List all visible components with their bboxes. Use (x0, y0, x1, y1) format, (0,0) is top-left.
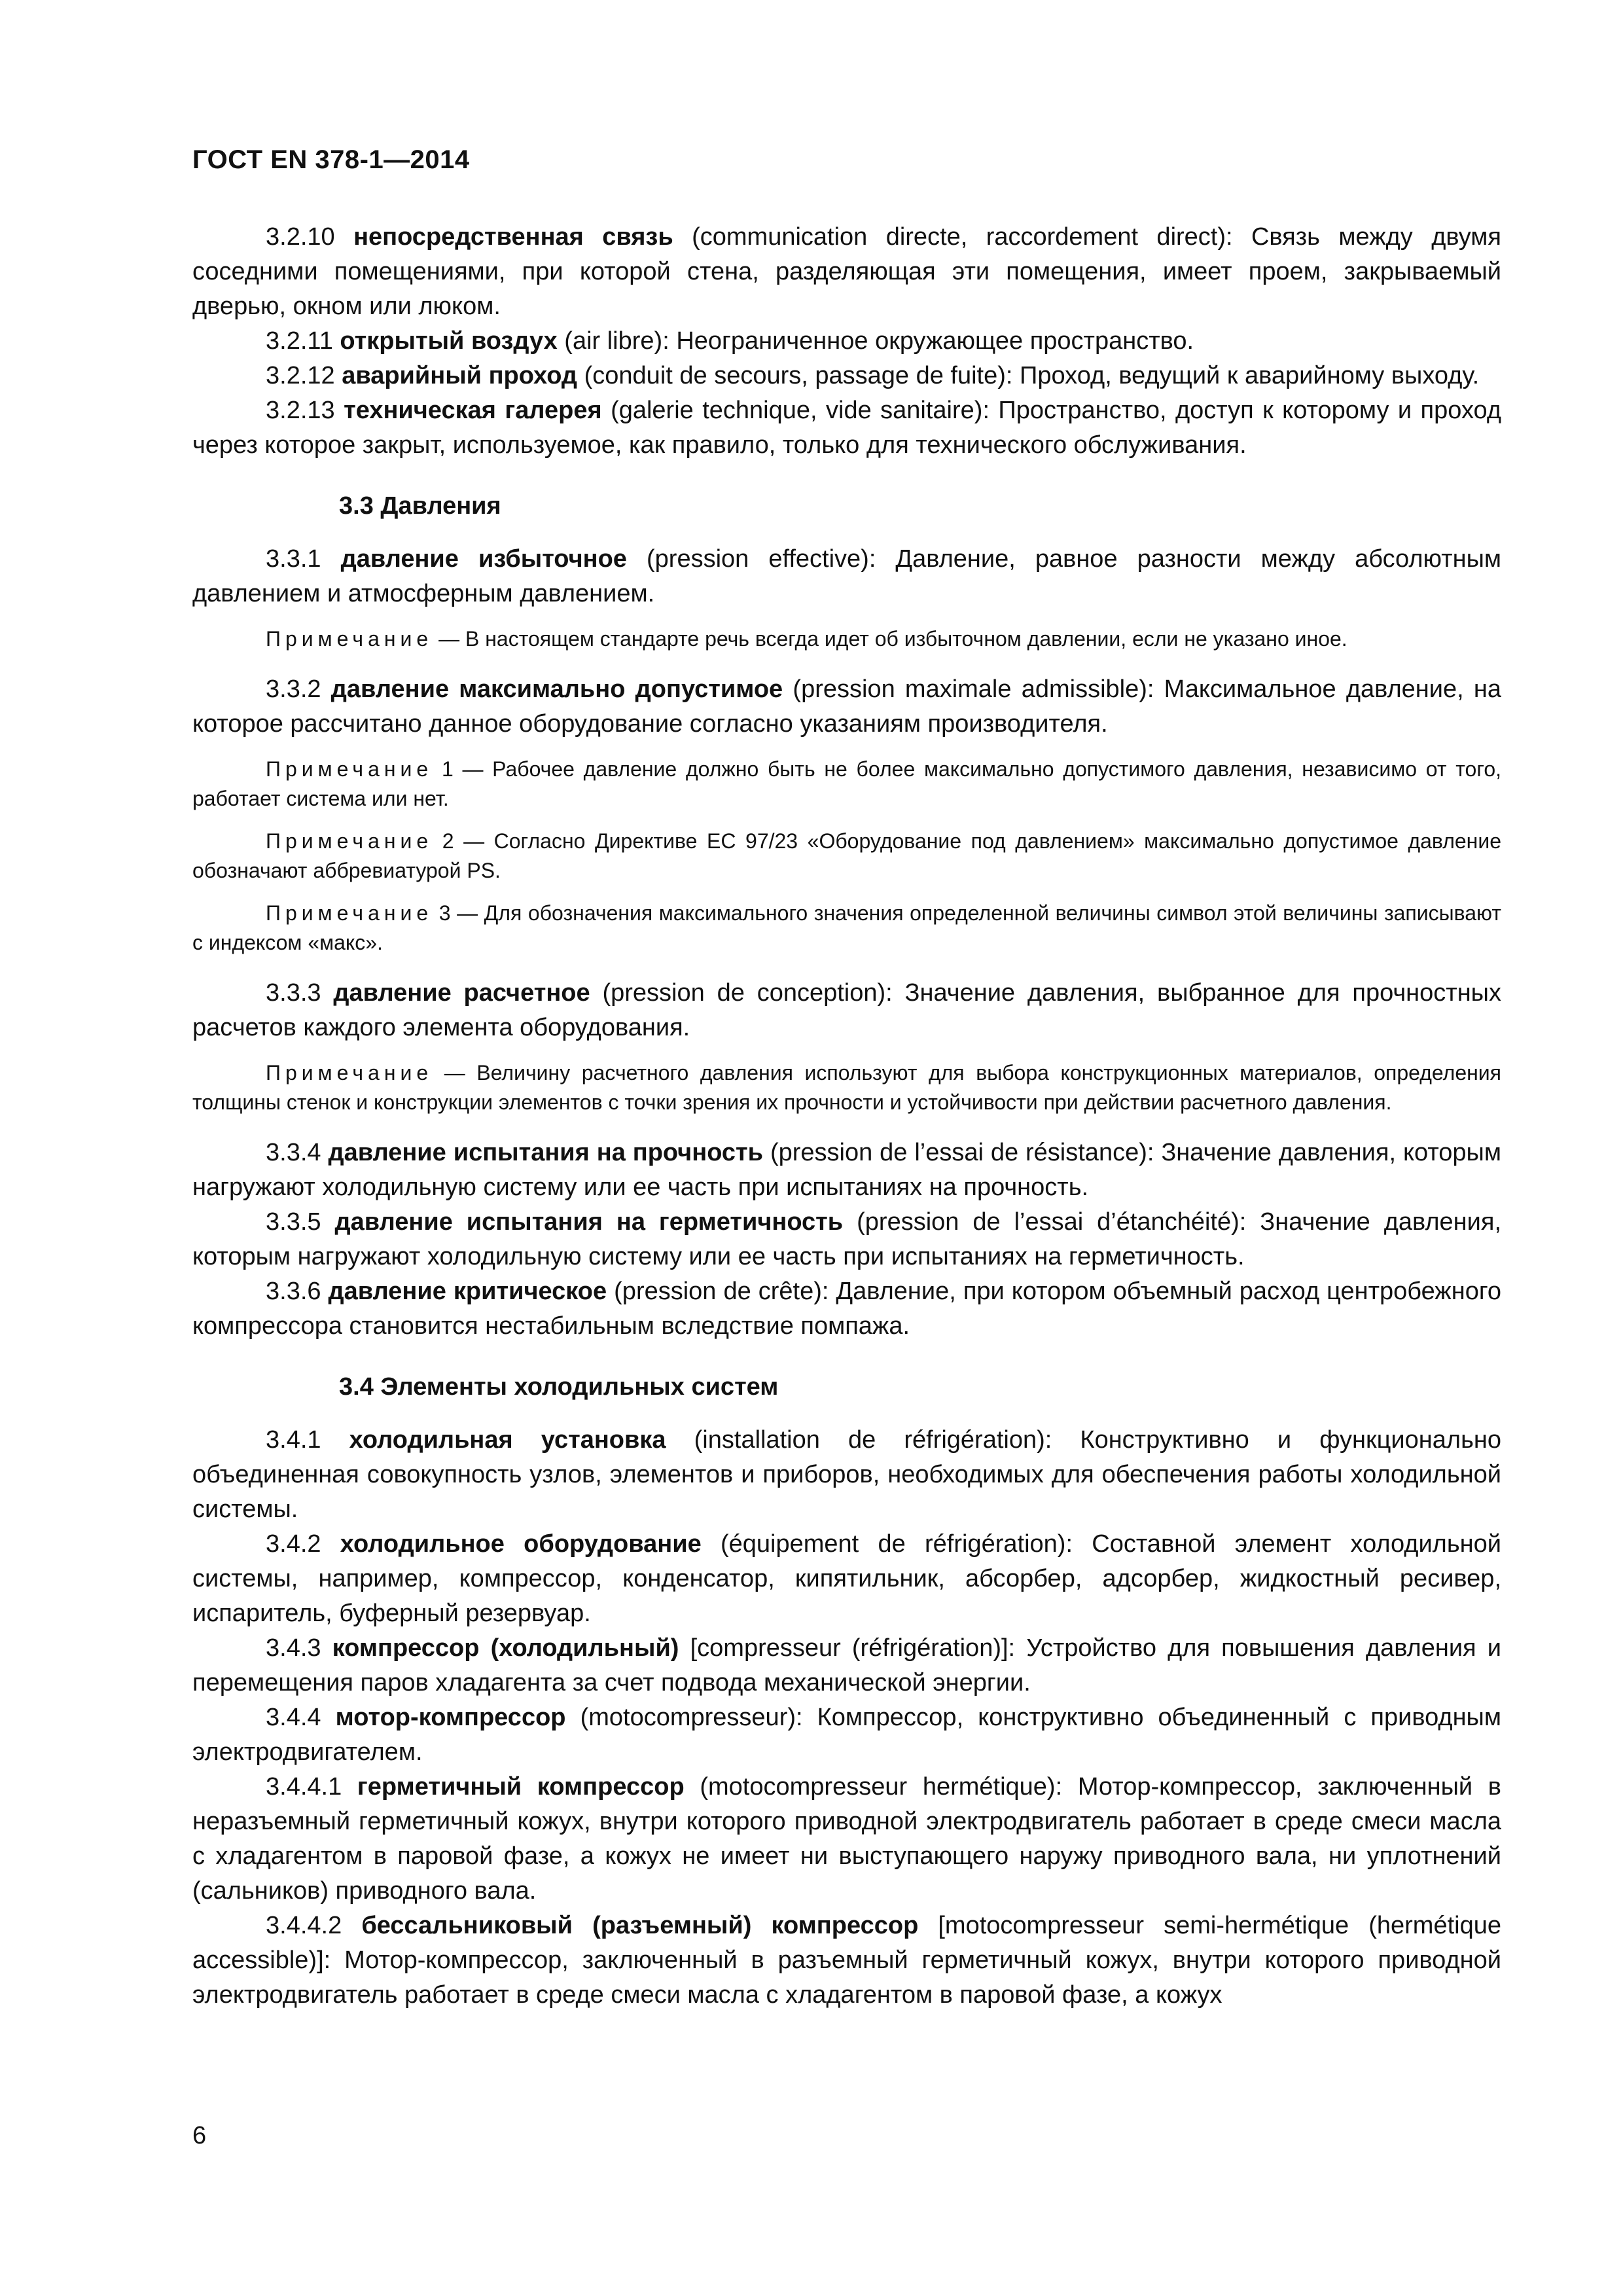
entry-definition: (pression de l’essai d’étanchéité): Значение давления, которым нагружают холодильную систему или ее часть при испытаниях на герметичность. (192, 1208, 1502, 1270)
entry-3-4-4-1 (192, 1770, 1501, 1909)
entry-3-4-2 (192, 1527, 1501, 1631)
note-text: — Величину расчетного давления используют для выбора конструкционных материалов, определения толщины стенок и конструкции элементов с точки зрения их прочности и устойчивости при действии расчетного давления. (192, 1061, 1501, 1114)
entry-3-2-11 (192, 324, 1501, 359)
entry-term: холодильная установка (349, 1426, 666, 1454)
note-label: Примечание (266, 1061, 433, 1085)
entry-number: 3.2.10 (266, 223, 335, 251)
entry-definition: (installation de réfrigération): Конструктивно и функционально объединенная совокупность узлов, элементов и приборов, необходимых для обеспечения работы холодильной системы. (192, 1426, 1502, 1523)
entry-3-3-6 (192, 1274, 1501, 1344)
entry-definition: (pression effective): Давление, равное разности между абсолютным давлением и атмосферным давлением. (192, 545, 1502, 607)
entry-number: 3.4.2 (266, 1530, 321, 1558)
entry-3-3-1 (192, 542, 1501, 611)
entry-term: давление избыточное (340, 545, 627, 573)
note-label: Примечание (266, 901, 433, 925)
entry-term: открытый воздух (340, 327, 558, 355)
note (192, 827, 1501, 886)
note (192, 624, 1501, 654)
entry-3-3-3 (192, 976, 1501, 1045)
entry-term: давление испытания на герметичность (334, 1208, 844, 1236)
entry-3-3-2 (192, 672, 1501, 742)
entry-number: 3.2.11 (266, 327, 333, 355)
entry-definition: (motocompresseur hermétique): Мотор-компрессор, заключенный в неразъемный герметичный кожух, внутри которого приводной электродвигатель работает в среде смеси масла с хладагентом в паровой фазе, а кожух не имеет ни выступающего наружу приводного вала, ни уплотнений (сальников) приводного вала. (192, 1773, 1501, 1905)
entry-definition: (air libre): Неограниченное окружающее пространство. (564, 327, 1194, 355)
entry-definition: [motocompresseur semi-hermétique (hermétique accessible)]: Мотор-компрессор, заключенный в разъемный герметичный кожух, внутри которого приводной электродвигатель работает в среде смеси масла с хладагентом в паровой фазе, а кожух (192, 1912, 1501, 2009)
entry-term: компрессор (холодильный) (332, 1634, 679, 1662)
note-text: 3 — Для обозначения максимального значения определенной величины символ этой величины записывают с индексом «макс». (192, 901, 1501, 954)
entry-3-4-3 (192, 1631, 1501, 1700)
entry-number: 3.4.4 (266, 1704, 321, 1731)
section-heading-3-3: 3.3 Давления (339, 492, 501, 520)
entry-number: 3.2.12 (266, 362, 335, 389)
entry-3-2-12 (192, 359, 1501, 393)
entry-definition: (motocompresseur): Компрессор, конструктивно объединенный с приводным электродвигателем. (192, 1704, 1501, 1766)
entry-definition: (équipement de réfrigération): Составной элемент холодильной системы, например, компрессор, конденсатор, кипятильник, абсорбер, адсорбер, жидкостный ресивер, испаритель, буферный резервуар. (192, 1530, 1501, 1627)
note (192, 755, 1501, 814)
entry-term: непосредственная связь (353, 223, 673, 251)
document-body (192, 220, 1501, 2013)
note-text: 1 — Рабочее давление должно быть не более максимально допустимого давления, независимо от того, работает система или нет. (192, 757, 1501, 810)
entry-term: давление максимально допустимое (330, 675, 783, 703)
entry-definition: [compresseur (réfrigération)]: Устройство для повышения давления и перемещения паров хладагента за счет подвода механической энергии. (192, 1634, 1501, 1696)
note-text: 2 — Согласно Директиве ЕС 97/23 «Оборудование под давлением» максимально допустимое давление обозначают аббревиатурой PS. (192, 829, 1501, 882)
note-label: Примечание (266, 829, 433, 853)
note-label: Примечание (266, 627, 433, 651)
entry-definition: (communication directe, raccordement direct): Связь между двумя соседними помещениями, при которой стена, разделяющая эти помещения, имеет проем, закрываемый дверью, окном или люком. (192, 223, 1501, 320)
entry-term: аварийный проход (342, 362, 578, 389)
entry-3-4-4 (192, 1700, 1501, 1770)
entry-definition: (conduit de secours, passage de fuite): Проход, ведущий к аварийному выходу. (584, 362, 1480, 389)
entry-3-2-10 (192, 220, 1501, 324)
entry-number: 3.3.3 (266, 979, 321, 1007)
entry-definition: (pression de conception): Значение давления, выбранное для прочностных расчетов каждого элемента оборудования. (192, 979, 1501, 1041)
note-label: Примечание (266, 757, 433, 781)
entry-term: мотор-компрессор (335, 1704, 566, 1731)
entry-number: 3.4.1 (266, 1426, 321, 1454)
entry-definition: (pression maximale admissible): Максимальное давление, на которое рассчитано данное оборудование согласно указаниям производителя. (192, 675, 1502, 738)
entry-3-3-5 (192, 1205, 1501, 1274)
entry-term: давление испытания на прочность (328, 1139, 764, 1166)
entry-number: 3.4.3 (266, 1634, 321, 1662)
entry-3-4-4-2 (192, 1909, 1501, 2013)
entry-term: холодильное оборудование (340, 1530, 702, 1558)
entry-number: 3.4.4.2 (266, 1912, 342, 1939)
page-number: 6 (192, 2122, 207, 2149)
entry-definition: (galerie technique, vide sanitaire): Пространство, доступ к которому и проход через которое закрыт, используемое, как правило, только для технического обслуживания. (192, 397, 1501, 459)
entry-term: техническая галерея (344, 397, 602, 424)
entry-term: бессальниковый (разъемный) компрессор (361, 1912, 919, 1939)
entry-3-4-1 (192, 1423, 1501, 1527)
entry-number: 3.3.6 (266, 1278, 321, 1305)
entry-3-2-13 (192, 393, 1501, 463)
entry-number: 3.4.4.1 (266, 1773, 342, 1801)
entry-number: 3.3.4 (266, 1139, 321, 1166)
entry-number: 3.3.1 (266, 545, 321, 573)
entry-number: 3.2.13 (266, 397, 335, 424)
note (192, 1058, 1501, 1117)
entry-term: герметичный компрессор (357, 1773, 685, 1801)
entry-number: 3.3.2 (266, 675, 321, 703)
entry-definition: (pression de crête): Давление, при котором объемный расход центробежного компрессора становится нестабильным вследствие помпажа. (192, 1278, 1501, 1340)
entry-term: давление критическое (328, 1278, 607, 1305)
entry-term: давление расчетное (333, 979, 590, 1007)
entry-definition: (pression de l’essai de résistance): Значение давления, которым нагружают холодильную систему или ее часть при испытаниях на прочность. (192, 1139, 1501, 1201)
note (192, 899, 1501, 958)
entry-number: 3.3.5 (266, 1208, 321, 1236)
document-header: ГОСТ EN 378-1—2014 (192, 145, 470, 174)
note-text: — В настоящем стандарте речь всегда идет об избыточном давлении, если не указано иное. (433, 627, 1347, 651)
entry-3-3-4 (192, 1136, 1501, 1205)
section-heading-3-4: 3.4 Элементы холодильных систем (339, 1373, 779, 1401)
